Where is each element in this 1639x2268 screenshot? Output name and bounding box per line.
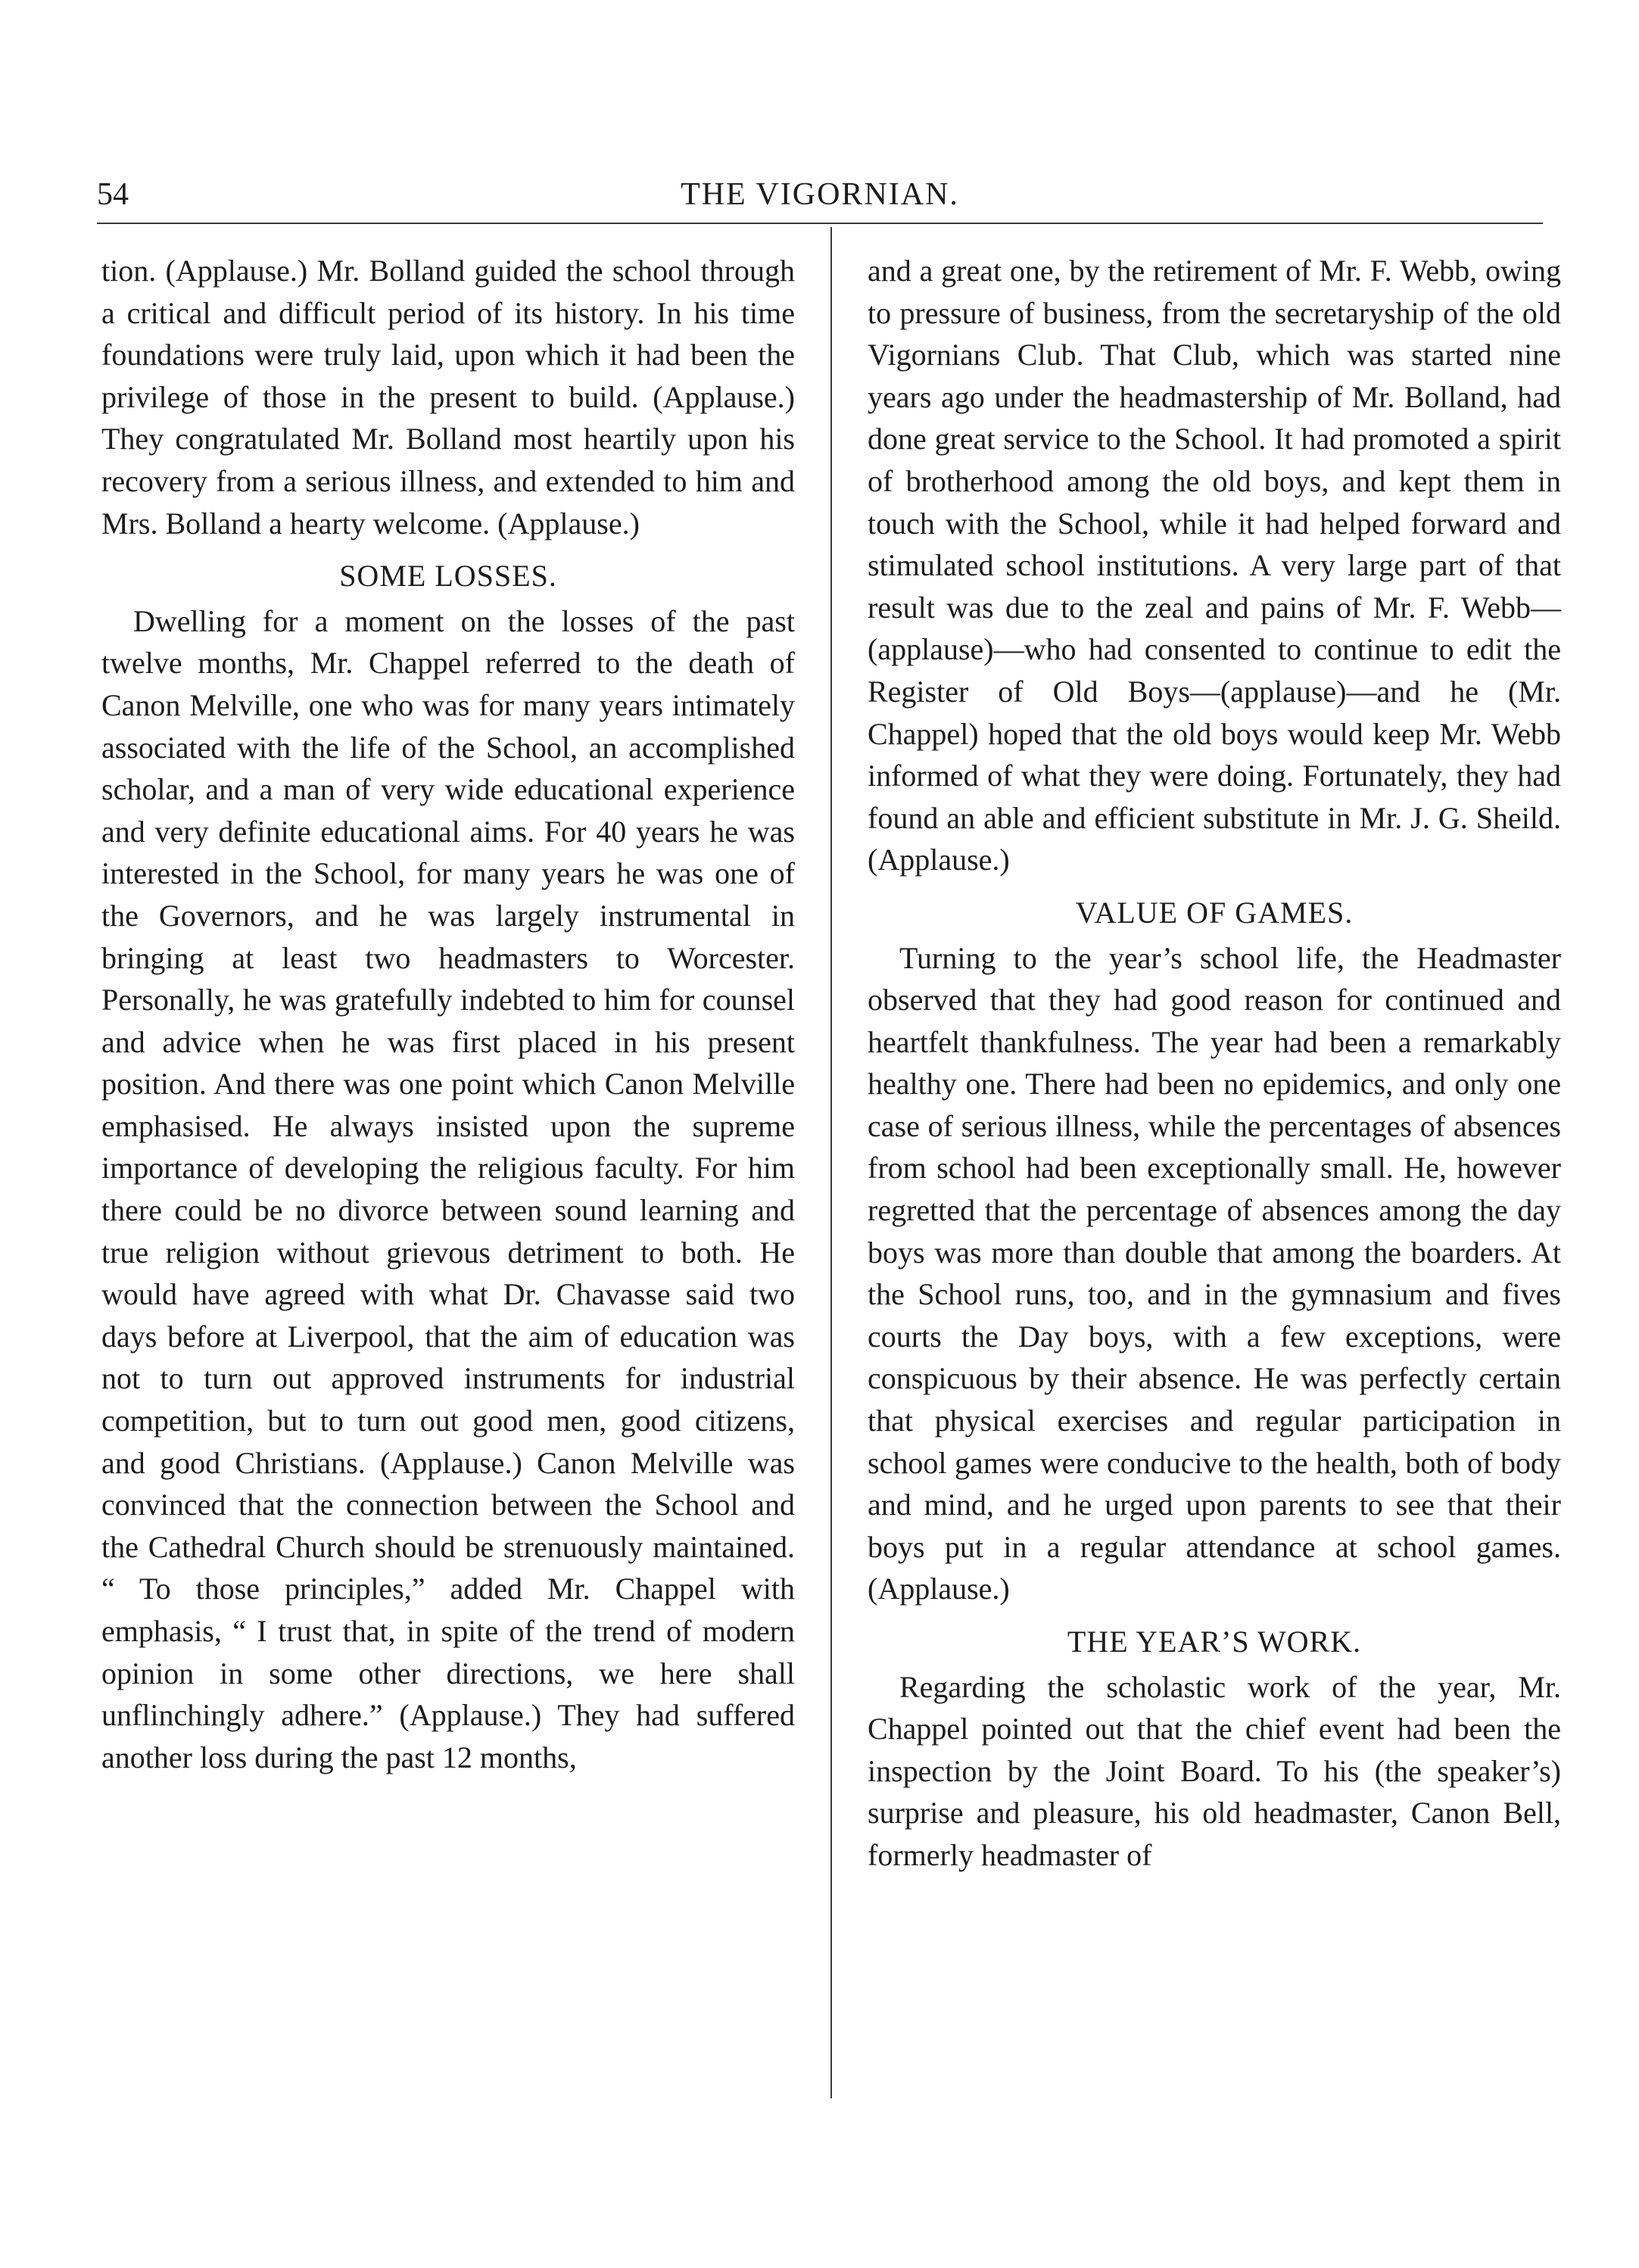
section-heading-some-losses: SOME LOSSES. [339,559,557,593]
header-rule [97,223,1543,224]
left-paragraph-1: tion. (Applause.) Mr. Bolland guided the school through a critical and difficult period of its history. In his time foundations were truly laid, upon which it had been the privilege of those in the present to build. (Applause.) They congratulated Mr. Bolland most heartily upon his recovery from a serious illness, and extended to him and Mrs. Bolland a hearty welcome. (Applause.) [101,254,795,541]
section-heading-value-of-games: VALUE OF GAMES. [1075,895,1354,930]
right-paragraph-2: Turning to the year’s school life, the Headmaster observed that they had good reason for continued and heartfelt thankfulness. The year had been a remarkably healthy one. There had been no epidemics, and only one case of serious illness, while the percentages of absences from school had been exceptionally small. He, however regretted that the percentage of absences among the day boys was more than double that among the boarders. At the School runs, too, and in the gymnasium and fives courts the Day boys, with a few exceptions, were conspicuous by their absence. He was perfectly certain that physical exercises and regular participation in school games were conducive to the health, both of body and mind, and he urged upon parents to see that their boys put in a regular attendance at school games. (Applause.) [868,940,1561,1606]
journal-title: THE VIGORNIAN. [681,177,959,212]
left-paragraph-2: Dwelling for a moment on the losses of the past twelve months, Mr. Chappel referred to the death of Canon Melville, one who was for many years intimately associated with the life of the School, an accomplished scholar, and a man of very wide educational experience and very definite educational aims. For 40 years he was interested in the School, for many years he was one of the Governors, and he was largely instrumental in bringing at least two headmasters to Worcester. Personally, he was gratefully indebted to him for counsel and advice when he was first placed in his present position. And there was one point which Canon Melville emphasised. He always insisted upon the supreme importance of developing the religious faculty. For him there could be no divorce between sound learning and true religion without grievous detriment to both. He would have agreed with what Dr. Chavasse said two days before at Liverpool, that the aim of education was not to turn out approved instruments for industrial competition, but to turn out good men, good citizens, and good Christians. (Applause.) Canon Melville was convinced that the connection between the School and the Cathedral Church should be strenuously maintained. “ To those principles,” added Mr. Chappel with emphasis, “ I trust that, in spite of the trend of modern opinion in some other directions, we here shall unflinchingly adhere.” (Applause.) They had suffered another loss during the past 12 months, [101,603,795,1774]
right-paragraph-3: Regarding the scholastic work of the year, Mr. Chappel pointed out that the chief event had been the inspection by the Joint Board. To his (the speaker’s) surprise and pleasure, his old headmaster, Canon Bell, formerly headmaster of [868,1669,1561,1872]
column-divider [830,227,832,2098]
page-number: 54 [97,177,129,212]
right-paragraph-1: and a great one, by the retirement of Mr. F. Webb, owing to pressure of business, from the secretaryship of the old Vigornians Club. That Club, which was started nine years ago under the headmastership of Mr. Bolland, had done great service to the School. It had promoted a spirit of brotherhood among the old boys, and kept them in touch with the School, while it had helped forward and stimulated school institutions. A very large part of that result was due to the zeal and pains of Mr. F. Webb—(applause)—who had consented to continue to edit the Register of Old Boys—(applause)—and he (Mr. Chappel) hoped that the old boys would keep Mr. Webb informed of what they were doing. Fortunately, they had found an able and efficient substitute in Mr. J. G. Sheild. (Applause.) [868,254,1561,877]
page-header [97,173,1543,217]
left-column [101,250,795,1778]
right-column [868,250,1561,1877]
section-heading-years-work: THE YEAR’S WORK. [1067,1625,1362,1659]
